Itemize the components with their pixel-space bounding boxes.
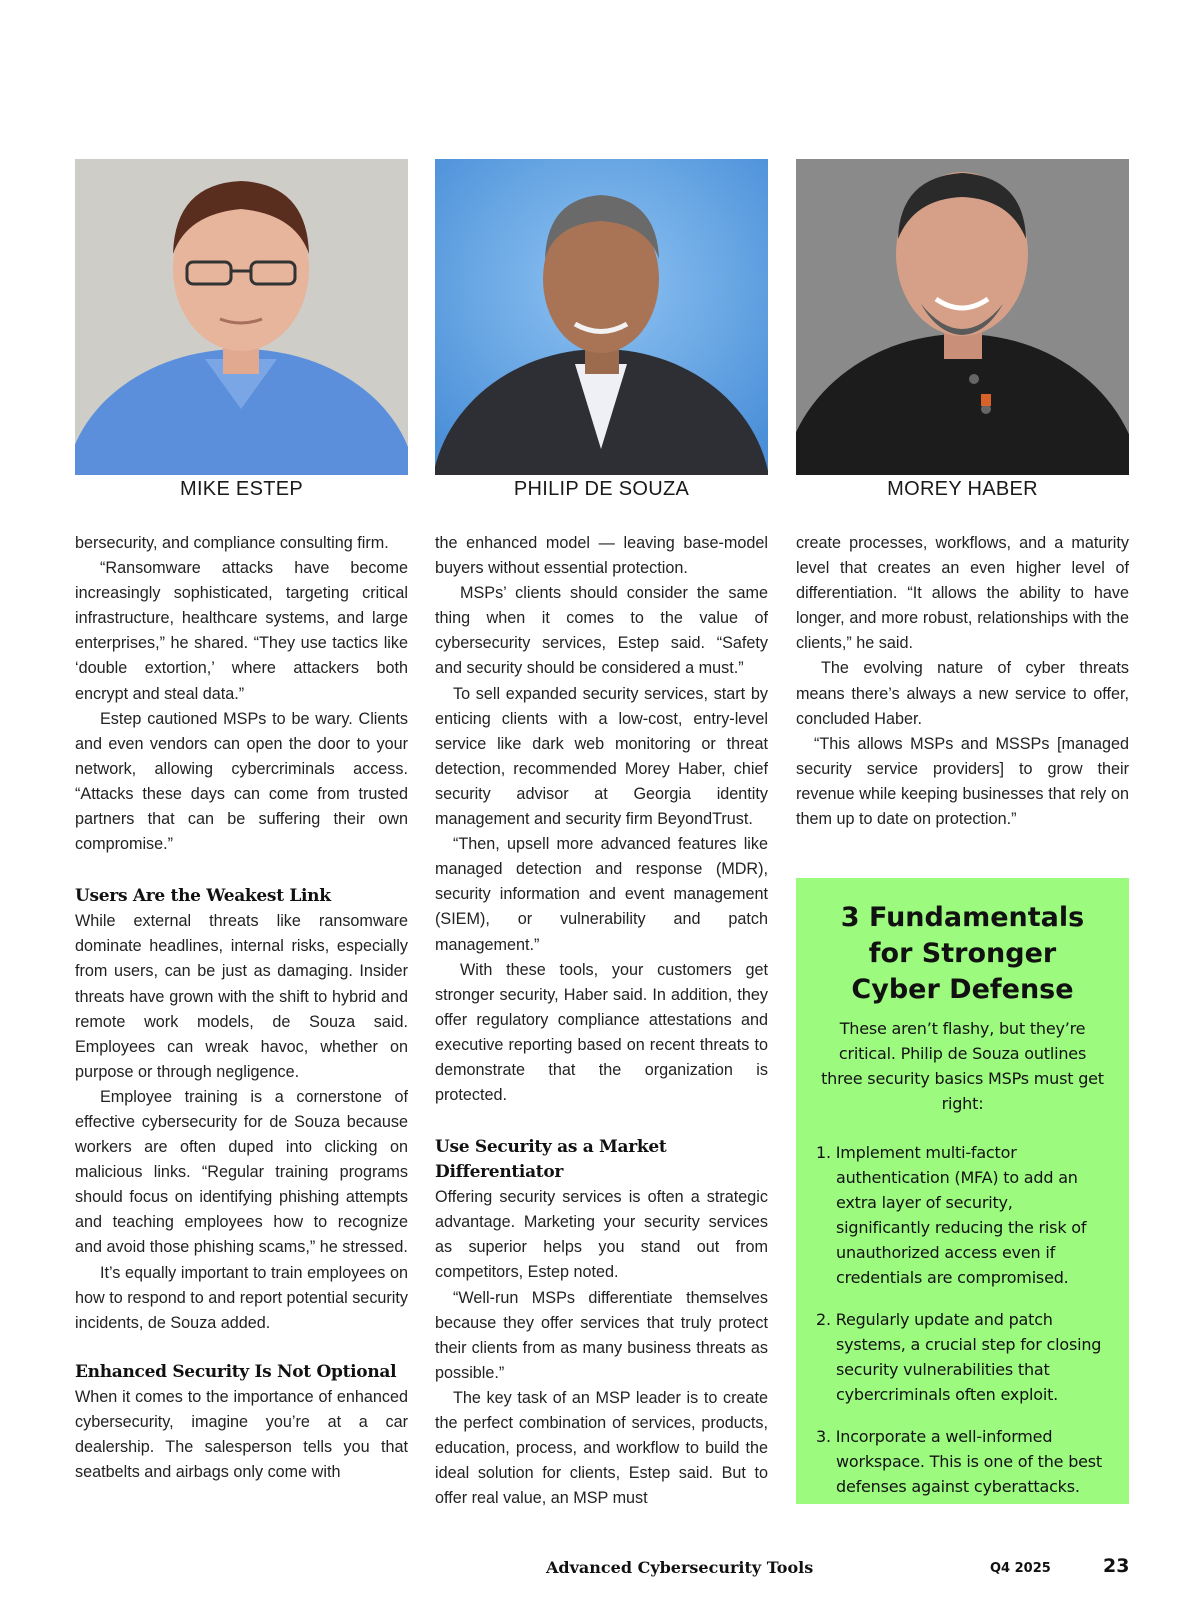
sidebar-list-item: 1. Implement multi-factor authentication (MFA) to add an extra layer of security, significantly reducing the risk of unauthorized access even if credentials are compromised. [816,1143,1087,1287]
sidebar-list-item: 3. Incorporate a well-informed workspace. This is one of the best defenses against cyberattacks. [816,1427,1102,1496]
photo-mike-estep [75,159,408,475]
fundamentals-sidebar [796,878,1129,1504]
article-column-2 [435,531,768,1511]
sidebar-title-line: Cyber Defense [851,974,1074,1005]
sidebar-title-line: for Stronger [868,938,1057,969]
photo-morey-haber [796,159,1129,475]
paragraph: Employee training is a cornerstone of effective cybersecurity for de Souza because workers are often duped into clicking on malicious links. “Regular training programs should focus on identifying phishing attempts and teaching employees how to recognize and avoid those phishing scams,” he stressed. [75,1087,408,1257]
paragraph: “Then, upsell more advanced features like managed detection and response (MDR), security information and event management (SIEM), or vulnerability and patch management.” [435,835,768,954]
sidebar-title [816,900,1109,1008]
footer-publication-title: Advanced Cybersecurity Tools [546,1558,814,1577]
portrait-image [796,159,1129,475]
paragraph: While external threats like ransomware dominate headlines, internal risks, especially from users, can be just as damaging. Insider threats have grown with the shift to hybrid and remote work models, de Souza said. Employees can wreak havoc, whether on purpose or through negligence. [75,912,408,1081]
section-heading: Users Are the Weakest Link [75,886,331,907]
paragraph: MSPs’ clients should consider the same thing when it comes to the value of cybersecurity services, Estep said. “Safety and security should be considered a must.” [435,584,768,678]
section-heading: Enhanced Security Is Not Optional [75,1361,397,1382]
paragraph: Estep cautioned MSPs to be wary. Clients and even vendors can open the door to your network, allowing cybercriminals access. “Attacks these days can come from trusted partners that can be suffering their own compromise.” [75,709,408,854]
paragraph: Offering security services is often a strategic advantage. Marketing your security services as superior helps you stand out from competitors, Estep noted. [435,1188,768,1282]
article-column-1 [75,531,408,1485]
paragraph: It’s equally important to train employees on how to respond to and report potential security incidents, de Souza added. [75,1263,408,1332]
paragraph: “Ransomware attacks have become increasingly sophisticated, targeting critical infrastructure, healthcare systems, and large enterprises,” he shared. “They use tactics like ‘double extortion,’ where attackers both encrypt and steal data.” [75,559,408,703]
portrait-image [75,159,408,475]
paragraph: “This allows MSPs and MSSPs [managed security service providers] to grow their revenue while keeping businesses that rely on them up to date on protection.” [796,734,1129,829]
page-number: 23 [1103,1555,1130,1577]
paragraph: The evolving nature of cyber threats means there’s always a new service to offer, concluded Haber. [796,659,1129,728]
paragraph: When it comes to the importance of enhanced cybersecurity, imagine you’re at a car dealership. The salesperson tells you that seatbelts and airbags only come with [75,1387,408,1482]
sidebar-title-line: 3 Fundamentals [840,902,1085,933]
article-column-3 [796,531,1129,832]
paragraph: With these tools, your customers get stronger security, Haber said. In addition, they offer regulatory compliance attestations and executive reporting based on recent threats to demonstrate that the organization is protected. [435,960,768,1105]
sidebar-intro: These aren’t flashy, but they’re critical. Philip de Souza outlines three security basics MSPs must get right: [821,1019,1104,1113]
section-heading: Use Security as a Market Differentiator [435,1137,667,1183]
paragraph: the enhanced model — leaving base-model buyers without essential protection. [435,534,768,578]
photo-caption: MIKE ESTEP [179,478,304,500]
photo-caption: MOREY HABER [887,478,1038,500]
paragraph: bersecurity, and compliance consulting firm. [75,534,389,552]
paragraph: “Well-run MSPs differentiate themselves because they offer services that truly protect their clients from as many business threats as possible.” [435,1288,768,1382]
photo-caption: PHILIP DE SOUZA [513,478,690,500]
sidebar-list [816,1140,1109,1499]
photo-philip-de-souza [435,159,768,475]
portrait-image [435,159,768,475]
sidebar-list-item: 2. Regularly update and patch systems, a crucial step for closing security vulnerabilities that cybercriminals often exploit. [816,1310,1102,1404]
paragraph: The key task of an MSP leader is to create the perfect combination of services, products, education, process, and workflow to build the ideal solution for clients, Estep said. But to offer real value, an MSP must [435,1388,768,1508]
paragraph: create processes, workflows, and a maturity level that creates an even higher level of differentiation. “It allows the ability to have longer, and more robust, relationships with the clients,” he said. [796,534,1129,653]
footer-issue: Q4 2025 [990,1561,1051,1576]
paragraph: To sell expanded security services, start by enticing clients with a low-cost, entry-level service like dark web monitoring or threat detection, recommended Morey Haber, chief security advisor at Georgia identity management and security firm BeyondTrust. [435,684,768,829]
